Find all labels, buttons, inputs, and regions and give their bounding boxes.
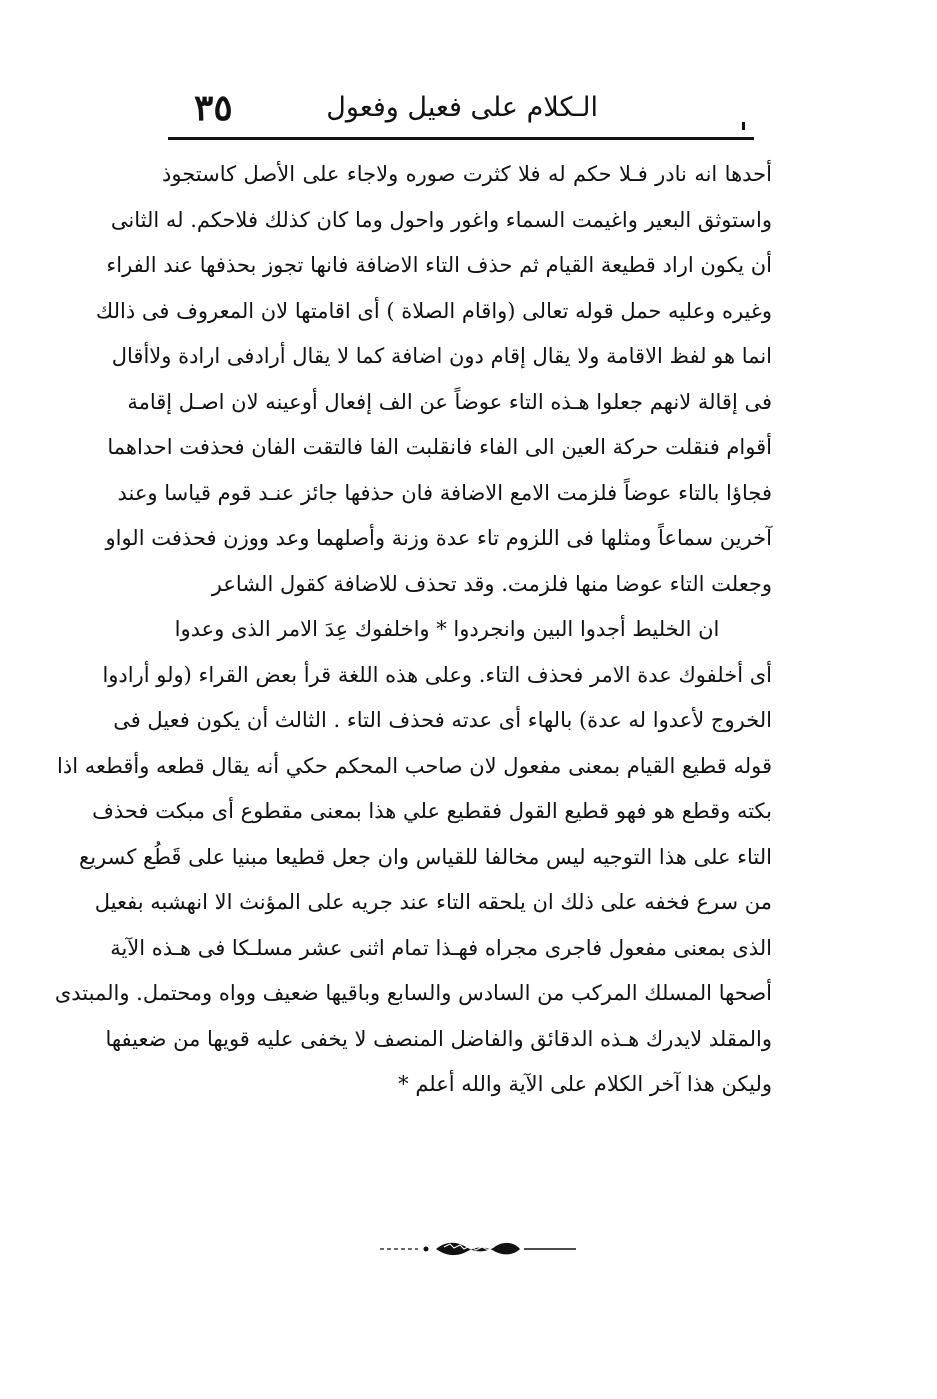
text-line: بكته وقطع هو فهو قطيع القول فقطيع علي هذا بمعنى مقطوع أى مبكت فحذف bbox=[92, 799, 772, 823]
text-line: أقوام فنقلت حركة العين الى الفاء فانقلبت الفا فالتقت الفان فحذفت احداهما bbox=[107, 435, 772, 459]
text-line: أى أخلفوك عدة الامر فحذف التاء. وعلى هذه اللغة قرأ بعض القراء (ولو أرادوا bbox=[102, 662, 772, 687]
page-number: ٣٥ bbox=[194, 87, 233, 129]
ornament-icon bbox=[380, 1238, 580, 1258]
text-line: أحدها انه نادر فـلا حكم له فلا كثرت صوره ولاجاء على الأصل كاستجوذ bbox=[162, 162, 772, 186]
text-line: وليكن هذا آخر الكلام على الآية والله أعلم * bbox=[398, 1072, 772, 1096]
header-rule bbox=[168, 137, 754, 140]
verse-line: ان الخليط أجدوا البين وانجردوا * واخلفوك عِدَ الامر الذى وعدوا bbox=[174, 617, 720, 641]
text-line: فى إقالة لانهم جعلوا هـذه التاء عوضاً عن الف إفعال أوعينه لان اصـل إقامة bbox=[127, 389, 772, 414]
running-title: الـكلام على فعيل وفعول bbox=[326, 92, 598, 123]
text-line: والمقلد لايدرك هـذه الدقائق والفاضل المنصف لا يخفى عليه قويها من ضعيفها bbox=[105, 1026, 772, 1051]
text-line: فجاؤا بالتاء عوضاً فلزمت الامع الاضافة فان حذفها جائز عنـد قوم قياسا وعند bbox=[117, 480, 772, 505]
text-line: التاء على هذا التوجيه ليس مخالفا للقياس وان جعل قطيعا مبنيا على قَطُع كسريع bbox=[79, 844, 772, 869]
text-line: من سرع فخفه على ذلك ان يلحقه التاء عند جريه على المؤنث الا انهشبه بفعيل bbox=[94, 890, 772, 914]
text-line: واستوثق البعير واغيمت السماء واغور واحول وما كان كذلك فلاحكم. له الثانى bbox=[110, 207, 772, 232]
page-header bbox=[168, 88, 768, 128]
text-line: أن يكون اراد قطيعة القيام ثم حذف التاء الاضافة فانها تجوز بحذفها عند الفراء bbox=[106, 253, 772, 277]
text-line: وغيره وعليه حمل قوله تعالى (واقام الصلاة ) أى اقامتها لان المعروف فى ذالك bbox=[95, 298, 772, 323]
text-line: أصحها المسلك المركب من السادس والسابع وباقيها ضعيف وواه ومحتمل. والمبتدى bbox=[54, 981, 772, 1005]
body-text bbox=[54, 152, 772, 1108]
text-line: وجعلت التاء عوضا منها فلزمت. وقد تحذف للاضافة كقول الشاعر bbox=[211, 571, 772, 596]
text-line: انما هو لفظ الاقامة ولا يقال إقام دون اضافة كما لا يقال أرادفى ارادة ولاأقال bbox=[111, 344, 772, 368]
header-rule-mark bbox=[742, 122, 745, 130]
text-line: آخرين سماعاً ومثلها فى اللزوم تاء عدة وزنة وأصلهما وعد ووزن فحذفت الواو bbox=[105, 526, 772, 550]
text-line: الخروج لأعدوا له عدة) بالهاء أى عدته فحذف التاء . الثالث أن يكون فعيل فى bbox=[113, 708, 772, 732]
ornamental-divider bbox=[380, 1238, 580, 1258]
text-line: قوله قطيع القيام بمعنى مفعول لان صاحب المحكم حكي أنه يقال قطعه وأقطعه اذا bbox=[57, 753, 772, 778]
text-line: الذى بمعنى مفعول فاجرى مجراه فهـذا تمام اثنى عشر مسلـكا فى هـذه الآية bbox=[110, 935, 772, 960]
